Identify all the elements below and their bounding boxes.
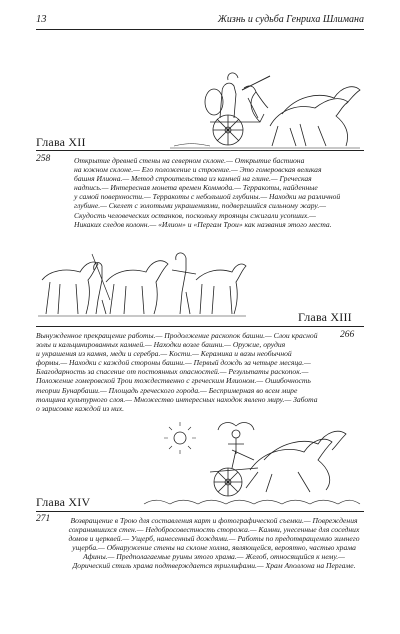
horses-illustration (36, 240, 248, 318)
summary-line: Положение гомеровской Трои тождественно с греческим Илионом.— Ошибочность (36, 376, 311, 386)
chapter-page-xiii: 266 (340, 330, 355, 340)
summary-line: Никаких следов колонн.— «Илион» и «Пергам Трои» как названия этого места. (74, 219, 332, 229)
summary-line: Благодарность за спасение от постоянных опасностей.— Результаты раскопок.— (36, 367, 309, 377)
summary-line: надпись.— Интересная монета времен Коммода.— Терракоты, найденные (74, 183, 318, 193)
chapter-page-xii: 258 (36, 154, 51, 164)
summary-line: Открытие древней стены на северном склоне.— Открытие бастиона (74, 156, 305, 165)
summary-line: Афины.— Предполагаемые руины этого храма.— Желоб, относящийся к нему.— (83, 552, 345, 562)
chapter-title-xii: Глава XII (36, 135, 86, 149)
summary-line: золы и кальцинированных камней.— Находки возле башни.— Оружие, орудия (36, 340, 286, 350)
chariot-illustration-1 (150, 68, 364, 150)
summary-line: толщина культурного слоя.— Множество интересных находок явлено миру.— Забота (36, 394, 318, 404)
summary-line: башня Илиона.— Метод строительства из камней на глине.— Греческая (74, 174, 312, 184)
summary-line: формы.— Находки с каждой стороны башни.— Первый дождь за четыре месяца.— (36, 358, 311, 368)
chapter-title-xiv: Глава XIV (36, 495, 91, 509)
summary-line: Вынужденное прекращение работы.— Продолжение раскопок башни.— Слои красной (36, 331, 318, 340)
header-rule (36, 29, 364, 30)
summary-line: Скудость человеческих останков, поскольку троянцы сжигали усопших.— (74, 210, 316, 220)
summary-line: о зарисовке каждой из них. (36, 403, 125, 413)
chapter-rule-xii (36, 150, 364, 151)
chapter-rule-xiii (36, 326, 364, 327)
summary-line: сохранившихся стен.— Недобросовестность сторожа.— Камни, унесенные для соседних (68, 525, 360, 535)
summary-line: домов и церквей.— Ущерб, нанесенный дождями.— Работы по предотвращению зимнего (68, 534, 360, 544)
summary-line: теории Бунарбаши.— Площадь греческого города.— Беспримерная во всем мире (36, 385, 298, 395)
chapter-summary-xiv (64, 516, 364, 571)
chapter-page-xiv: 271 (36, 514, 51, 524)
summary-line: Дорический стиль храма подтверждается триглифами.— Храм Аполлона на Пергаме. (72, 561, 356, 571)
summary-line: у самой поверхности.— Терракоты с небольшой глубины.— Находки на различной (74, 192, 341, 202)
chariot-illustration-2 (140, 420, 364, 512)
page-number: 13 (36, 14, 47, 25)
summary-line: глубине.— Скелет с золотыми украшениями, подвергшийся сильному жару.— (74, 201, 326, 211)
summary-line: ущерба.— Обнаружение стены на склоне холма, являющейся, вероятно, частью храма (72, 543, 356, 553)
summary-line: на южном склоне.— Его положение и строение.— Это гомеровская великая (74, 165, 322, 175)
summary-line: и украшения из камня, меди и серебра.— Кости.— Керамика и вазы необычной (36, 349, 292, 359)
summary-line: Возвращение в Трою для составления карт и фотографической съемки.— Повреждения (70, 516, 358, 525)
chapter-summary-xiii (36, 331, 336, 413)
chapter-rule-xiv (36, 511, 364, 512)
chapter-summary-xii (74, 156, 358, 229)
running-title: Жизнь и судьба Генриха Шлимана (217, 14, 364, 25)
chapter-title-xiii: Глава XIII (298, 310, 352, 324)
